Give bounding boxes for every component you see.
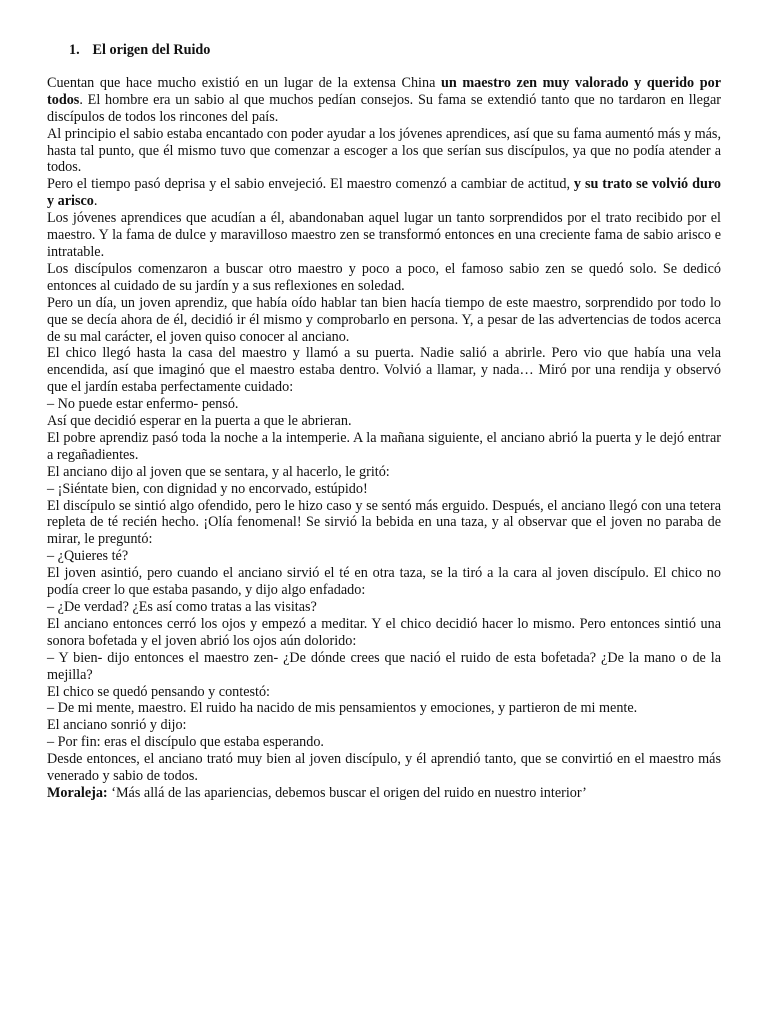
dialogue-line: – De mi mente, maestro. El ruido ha nacido de mis pensamientos y emociones, y partieron de mi mente. [47, 700, 638, 717]
heading-title: El origen del Ruido [92, 42, 211, 58]
paragraph: El anciano entonces cerró los ojos y empezó a meditar. Y el chico decidió hacer lo mismo. Pero entonces sintió una sonora bofetada y el joven abrió los ojos aún dolorido: [47, 615, 721, 649]
paragraph: El joven asintió, pero cuando el anciano sirvió el té en otra taza, se la tiró a la cara al joven discípulo. El chico no podía creer lo que estaba pasando, y dijo algo enfadado: [47, 565, 721, 599]
bold-phrase: un maestro zen muy valorado y querido por todos [47, 74, 721, 108]
paragraph: Los jóvenes aprendices que acudían a él, abandonaban aquel lugar un tanto sorprendidos por el trato recibido por el maestro. Y la fama de dulce y maravilloso maestro zen se transformó entonces en una creciente fama de sabio arisco e intratable. [47, 210, 721, 260]
heading-number: 1. [69, 42, 80, 58]
paragraph: El anciano sonrió y dijo: [47, 717, 187, 734]
paragraph: El discípulo se sintió algo ofendido, pero le hizo caso y se sentó más erguido. Después, el anciano llegó con una tetera repleta de té recién hecho. ¡Olía fenomenal! Se sirvió la bebida en una taza, y al observar que el joven no paraba de mirar, le preguntó: [47, 497, 721, 548]
moral-paragraph: Moraleja: ‘Más allá de las apariencias, debemos buscar el origen del ruido en nuestro interior’ [47, 784, 587, 801]
paragraph: Al principio el sabio estaba encantado con poder ayudar a los jóvenes aprendices, así que su fama aumentó más y más, hasta tal punto, que él mismo tuvo que comenzar a escoger a los que serían sus discípulos, ya que no podía atender a todos. [47, 125, 721, 176]
paragraph: El chico se quedó pensando y contestó: [47, 683, 271, 700]
dialogue-line: – Y bien- dijo entonces el maestro zen- ¿De dónde crees que nació el ruido de esta bofetada? ¿De la mano o de la mejilla? [47, 649, 721, 683]
paragraph: Los discípulos comenzaron a buscar otro maestro y poco a poco, el famoso sabio zen se quedó solo. Se dedicó entonces al cuidado de su jardín y a sus reflexiones en soledad. [47, 260, 721, 294]
paragraph: El anciano dijo al joven que se sentara, y al hacerlo, le gritó: [47, 463, 390, 480]
paragraph: El pobre aprendiz pasó toda la noche a la intemperie. A la mañana siguiente, el anciano abrió la puerta y le dejó entrar a regañadientes. [47, 429, 721, 463]
paragraph: Cuentan que hace mucho existió en un lugar de la extensa China un maestro zen muy valorado y querido por todos. El hombre era un sabio al que muchos pedían consejos. Su fama se extendió tanto que no tardaron en llegar discípulos de todos los rincones del país. [47, 74, 721, 125]
paragraph: Así que decidió esperar en la puerta a que le abrieran. [47, 413, 352, 430]
paragraph: El chico llegó hasta la casa del maestro y llamó a su puerta. Nadie salió a abrirle. Pero vio que había una vela encendida, así que imaginó que el maestro estaba dentro. Volvió a llamar, y nada… Miró por una rendija y observó que el jardín estaba perfectamente cuidado: [47, 345, 721, 396]
dialogue-line: – ¡Siéntate bien, con dignidad y no encorvado, estúpido! [47, 480, 368, 497]
moral-label: Moraleja: [47, 784, 108, 801]
bold-phrase: y su trato se volvió duro y arisco [47, 176, 721, 210]
paragraph: Pero un día, un joven aprendiz, que había oído hablar tan bien hacía tiempo de este maestro, sorprendido por todo lo que se decía ahora de él, decidió ir él mismo y comprobarlo en persona. Y, a pesar de las advertencias de todos acerca de su mal carácter, el joven quiso conocer al anciano. [47, 294, 721, 345]
dialogue-line: – ¿De verdad? ¿Es así como tratas a las visitas? [47, 599, 317, 615]
paragraph: Pero el tiempo pasó deprisa y el sabio envejeció. El maestro comenzó a cambiar de actitud, y su trato se volvió duro y arisco. [47, 176, 721, 210]
dialogue-line: – Por fin: eras el discípulo que estaba esperando. [47, 734, 324, 751]
paragraph: Desde entonces, el anciano trató muy bien al joven discípulo, y él aprendió tanto, que se convirtió en el maestro más venerado y sabio de todos. [47, 751, 721, 785]
dialogue-line: – ¿Quieres té? [47, 548, 129, 565]
dialogue-line: – No puede estar enfermo- pensó. [47, 396, 239, 413]
section-heading [69, 42, 721, 59]
